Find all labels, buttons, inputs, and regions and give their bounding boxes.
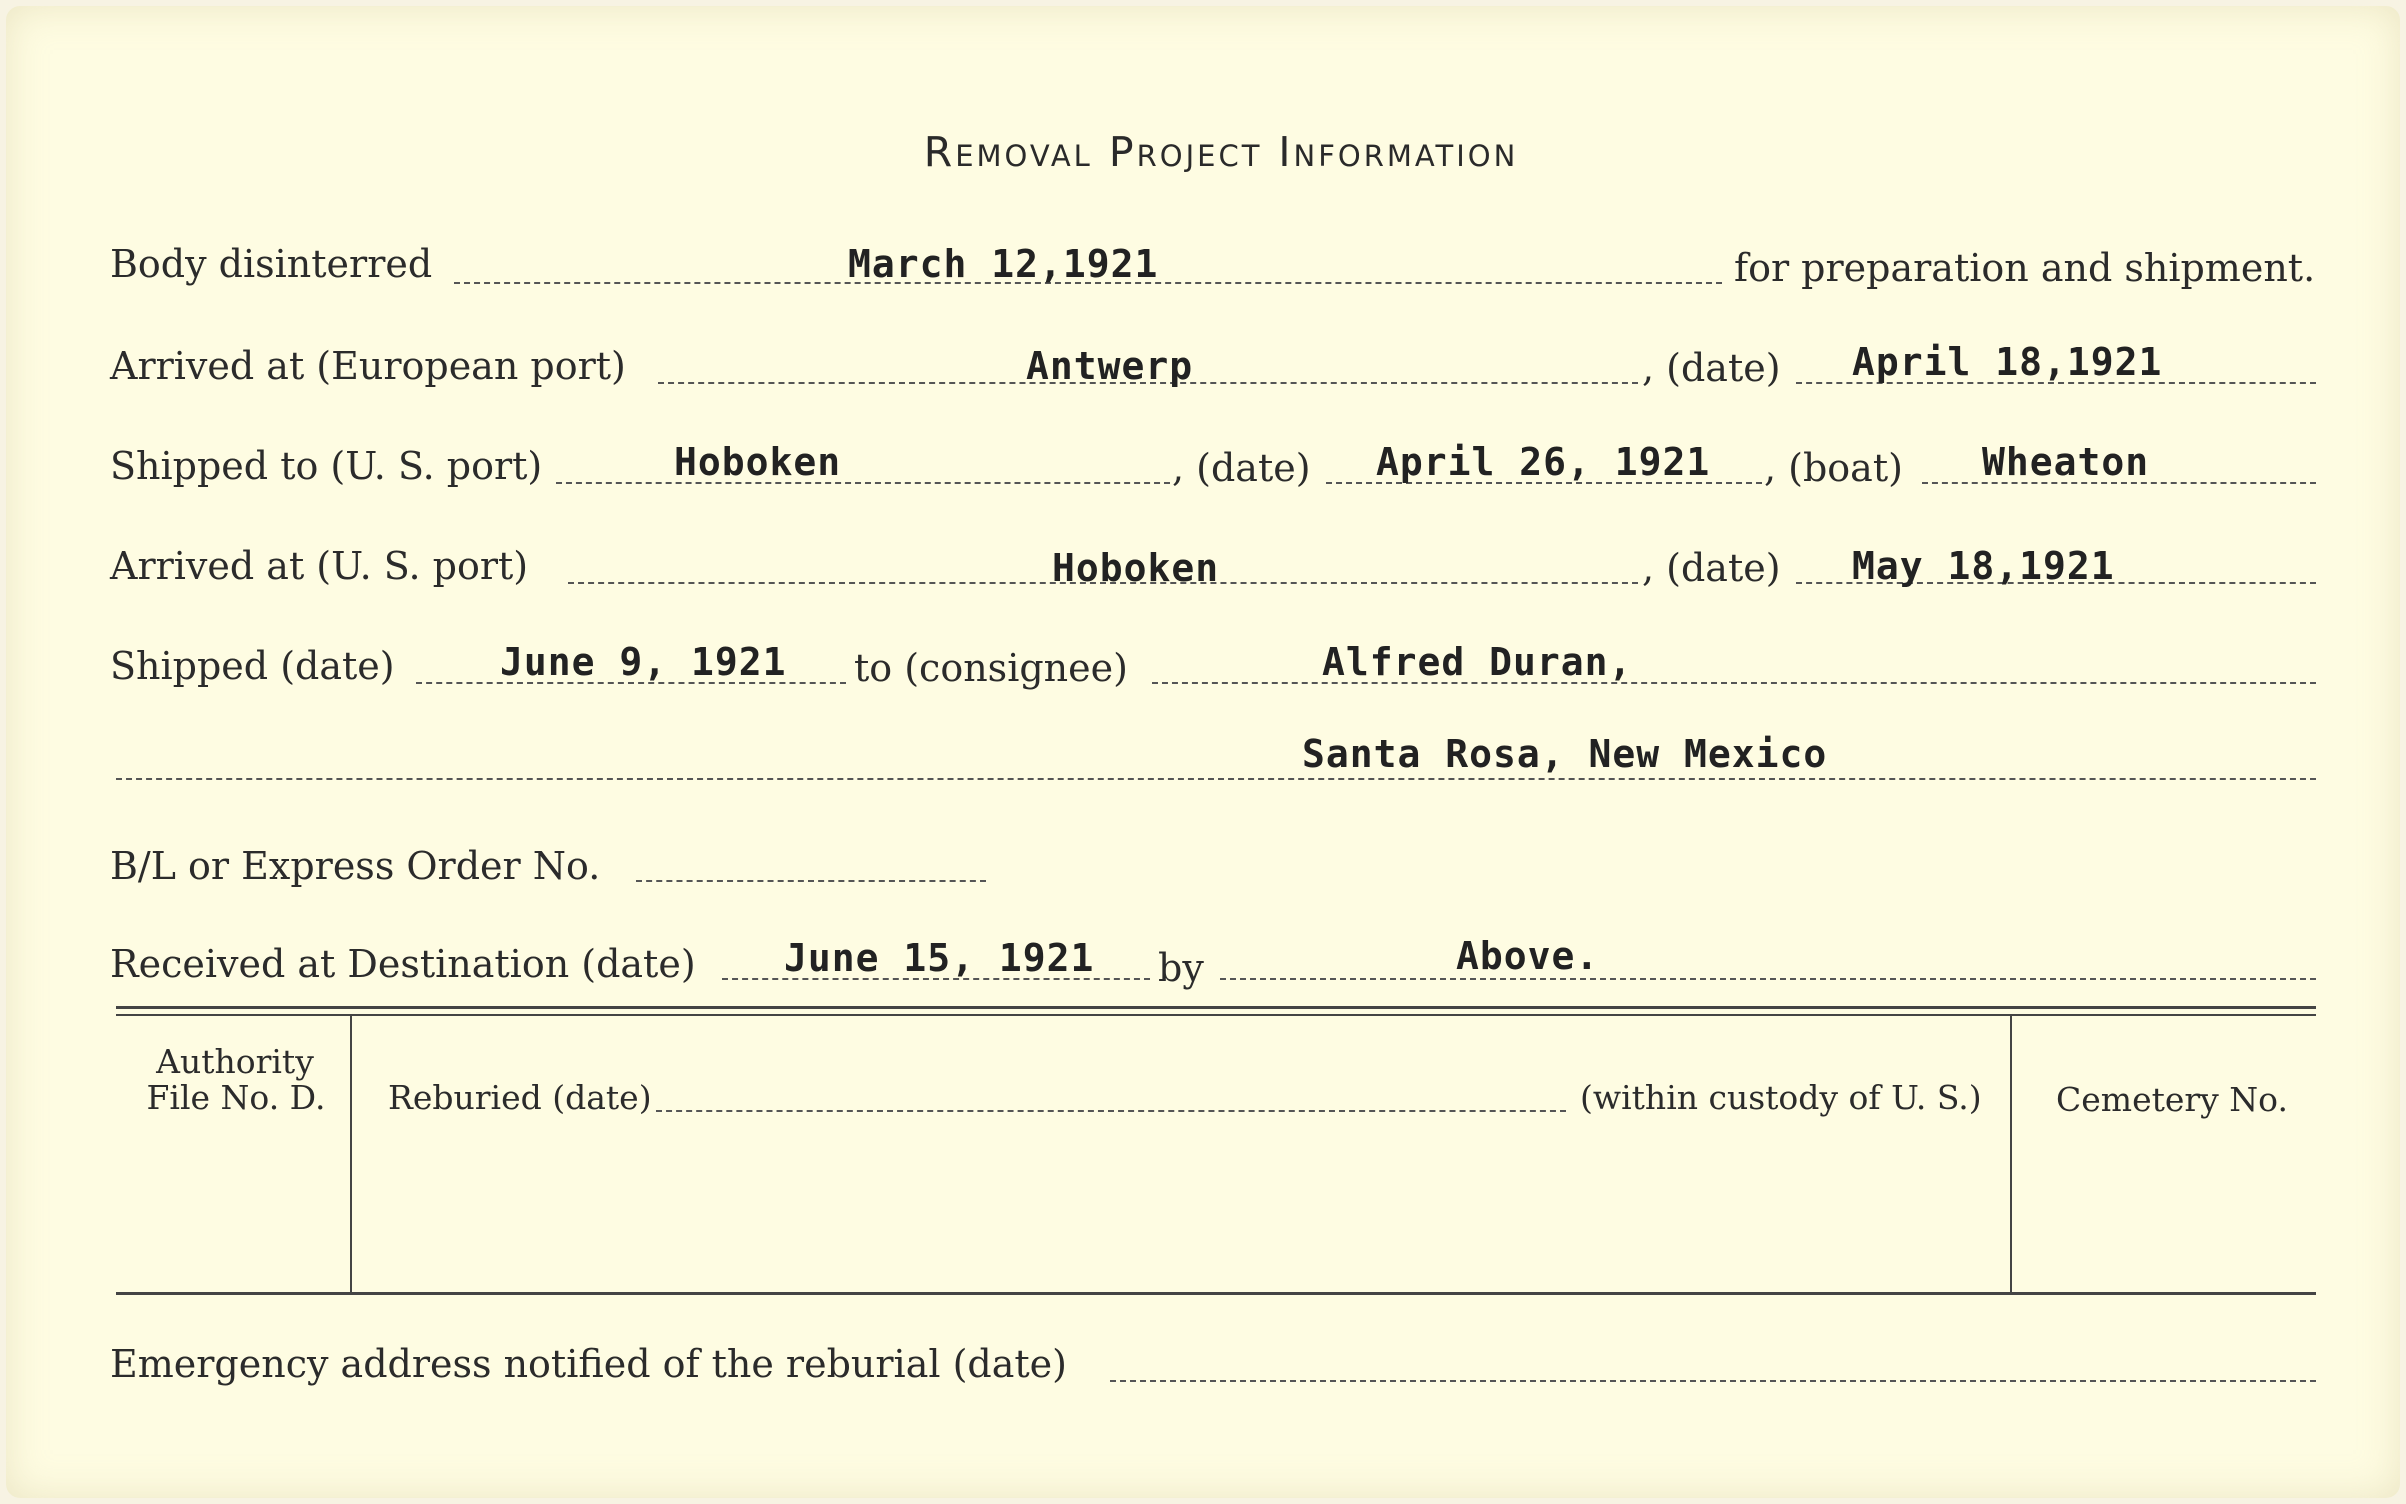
received-by-value: Above. (1456, 934, 1600, 978)
table-top-rule (116, 1006, 2316, 1009)
disinterred-suffix: for preparation and shipment. (1734, 246, 2316, 290)
arrived-us-date-label: , (date) (1642, 546, 1781, 590)
reburied-label: Reburied (date) (388, 1078, 652, 1117)
bl-label: B/L or Express Order No. (110, 844, 601, 888)
shipped-us-label: Shipped to (U. S. port) (110, 444, 543, 488)
authority-label-line2: File No. D. (146, 1078, 326, 1117)
shipped-us-date-label: , (date) (1172, 446, 1311, 490)
table-divider-right (2010, 1016, 2012, 1294)
arrived-eu-date-label: , (date) (1642, 346, 1781, 390)
shipped-label: Shipped (date) (110, 644, 395, 688)
received-date-value: June 15, 1921 (784, 936, 1095, 980)
custody-label: (within custody of U. S.) (1580, 1078, 1982, 1117)
consignee-value: Alfred Duran, (1322, 640, 1633, 684)
emergency-line (1110, 1380, 2316, 1382)
address-line (116, 778, 2316, 780)
arrived-eu-date-value: April 18,1921 (1852, 340, 2163, 384)
shipped-us-port-value: Hoboken (674, 440, 842, 484)
reburied-line (656, 1110, 1566, 1112)
emergency-label: Emergency address notified of the reburial (date) (110, 1342, 1067, 1386)
arrived-us-label: Arrived at (U. S. port) (110, 544, 529, 588)
bl-line (636, 880, 986, 882)
table-bottom-rule (116, 1292, 2316, 1295)
consignee-label: to (consignee) (854, 646, 1128, 690)
shipped-us-port-line (556, 482, 1170, 484)
shipped-us-date-value: April 26, 1921 (1376, 440, 1711, 484)
page-title: Removal Project Information (923, 128, 1519, 176)
consignee-address-value: Santa Rosa, New Mexico (1302, 732, 1828, 776)
received-label: Received at Destination (date) (110, 942, 696, 986)
shipped-us-boat-label: , (boat) (1764, 446, 1903, 490)
record-card (6, 6, 2400, 1498)
arrived-eu-label: Arrived at (European port) (110, 344, 626, 388)
authority-label-line1: Authority (156, 1042, 314, 1081)
disinterred-date-value: March 12,1921 (848, 242, 1159, 286)
cemetery-label: Cemetery No. (2056, 1080, 2288, 1119)
arrived-us-port-value: Hoboken (1052, 546, 1220, 590)
shipped-us-boat-value: Wheaton (1982, 440, 2150, 484)
received-by-line (1220, 978, 2316, 980)
shipped-date-value: June 9, 1921 (500, 640, 787, 684)
received-by-label: by (1158, 946, 1204, 990)
table-divider-left (350, 1016, 352, 1294)
disinterred-label: Body disinterred (110, 242, 433, 286)
arrived-us-date-value: May 18,1921 (1852, 544, 2115, 588)
arrived-eu-port-value: Antwerp (1026, 344, 1194, 388)
table-top-rule-2 (116, 1014, 2316, 1016)
